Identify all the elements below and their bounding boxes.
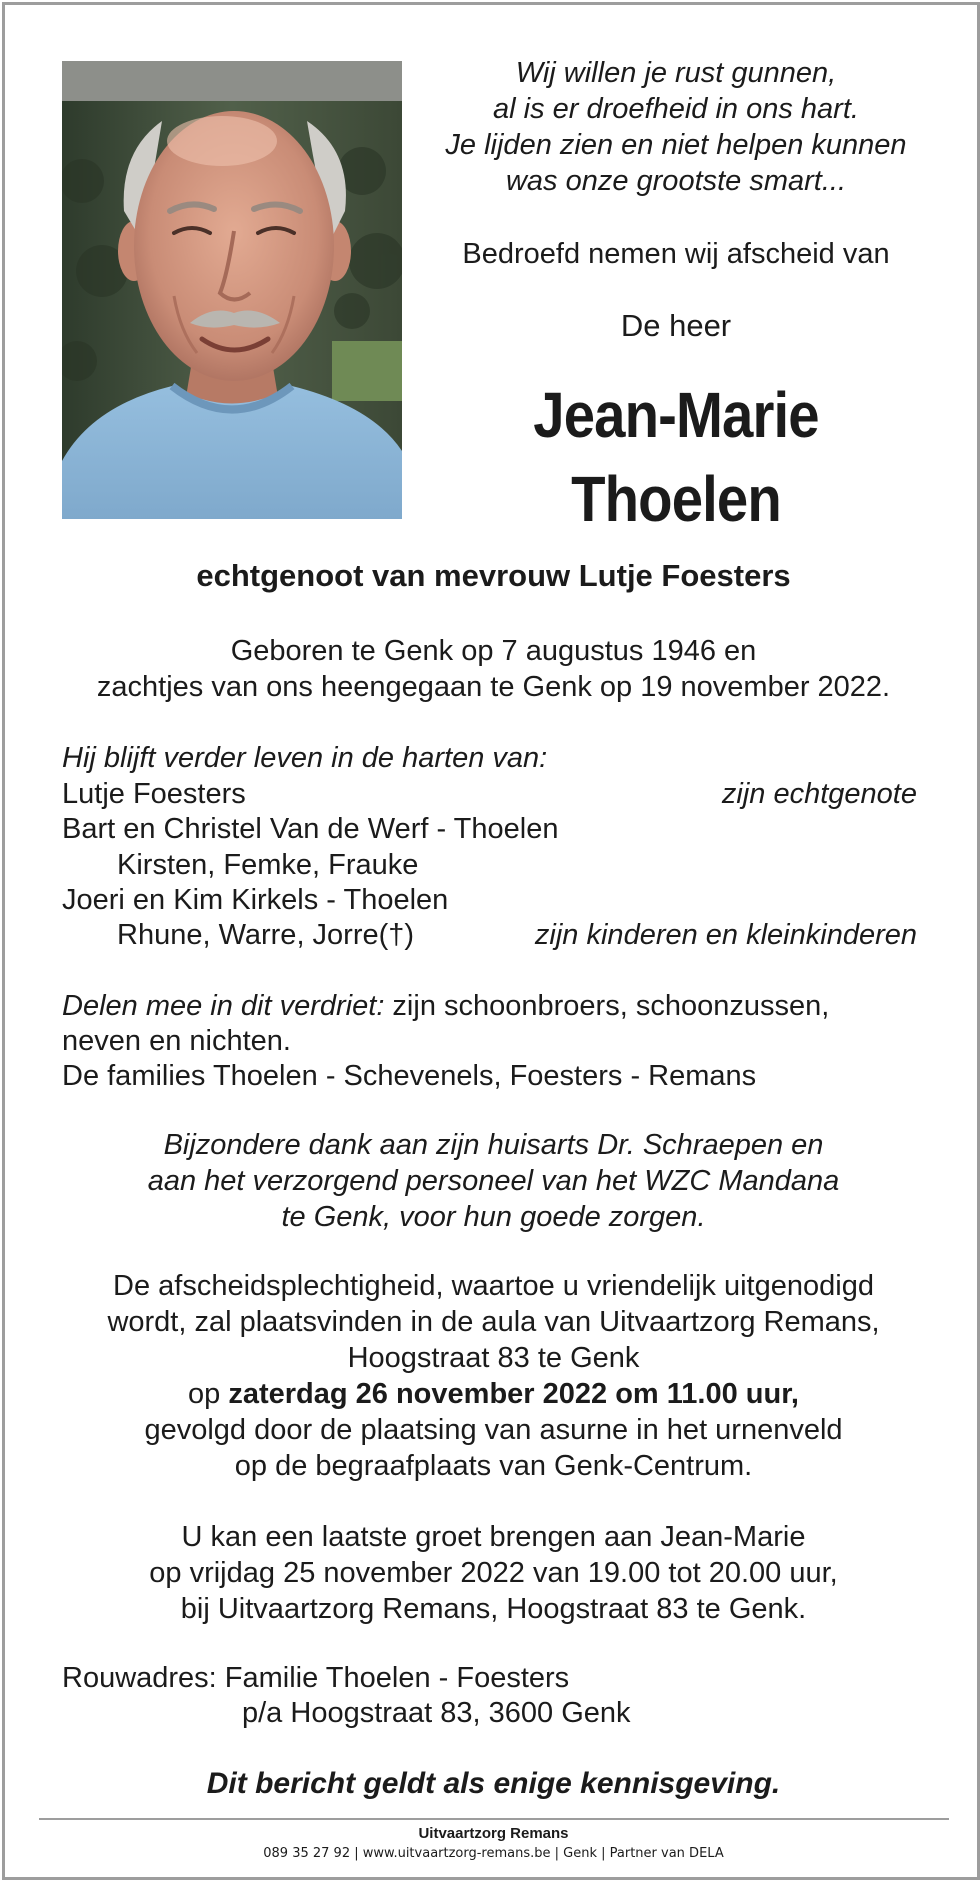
visitation-paragraph <box>5 1519 980 1627</box>
thanks-line: Bijzondere dank aan zijn huisarts Dr. Schraepen en <box>163 1129 824 1161</box>
ceremony-line: op de begraafplaats van Genk-Centrum. <box>234 1450 753 1482</box>
grandchildren-1: Kirsten, Femke, Frauke <box>117 849 419 881</box>
funeral-home-name: Uitvaartzorg Remans <box>418 1825 569 1842</box>
ceremony-date-line <box>5 1376 980 1412</box>
intro-line: Bedroefd nemen wij afscheid van <box>462 238 890 270</box>
honorific: De heer <box>620 308 732 343</box>
ceremony-line: Hoogstraat 83 te Genk <box>347 1342 640 1374</box>
poem-line: al is er droefheid in ons hart. <box>493 93 859 125</box>
funeral-home-details: 089 35 27 92 | www.uitvaartzorg-remans.be | Genk | Partner van DELA <box>263 1846 724 1861</box>
poem-line: was onze grootste smart... <box>505 165 847 197</box>
thanks-line: te Genk, voor hun goede zorgen. <box>281 1201 706 1233</box>
birth-line: Geboren te Genk op 7 augustus 1946 en <box>230 635 757 667</box>
spouse-line: echtgenoot van mevrouw Lutje Foesters <box>196 558 791 593</box>
birth-death-info <box>5 633 980 705</box>
visit-line: op vrijdag 25 november 2022 van 19.00 tot 20.00 uur, <box>149 1557 838 1589</box>
last-name: Thoelen <box>571 463 781 535</box>
poem-line: Wij willen je rust gunnen, <box>515 57 837 89</box>
child-family-1: Bart en Christel Van de Werf - Thoelen <box>62 813 559 845</box>
mourning-address-line-1: Rouwadres: Familie Thoelen - Foesters <box>62 1662 570 1694</box>
death-line: zachtjes van ons heengegaan te Genk op 19 november 2022. <box>96 671 891 703</box>
grandchildren-2: Rhune, Warre, Jorre(†) <box>117 919 415 951</box>
death-notice-card <box>2 2 980 1880</box>
ceremony-line: gevolgd door de plaatsing van asurne in het urnenveld <box>144 1414 843 1446</box>
child-family-2: Joeri en Kim Kirkels - Thoelen <box>62 884 449 916</box>
footer-divider <box>39 1818 949 1820</box>
thanks-line: aan het verzorgend personeel van het WZC Mandana <box>147 1165 840 1197</box>
mourning-address-line-2: p/a Hoogstraat 83, 3600 Genk <box>242 1697 631 1729</box>
poem <box>425 55 927 199</box>
spouse-role: zijn echtgenote <box>721 778 917 810</box>
portrait-photo <box>62 61 402 519</box>
thanks-paragraph <box>5 1127 980 1235</box>
ceremony-date-prefix: op <box>188 1378 229 1410</box>
sharing-label: Delen mee in dit verdriet: <box>62 990 385 1022</box>
visit-line: U kan een laatste groet brengen aan Jean-Marie <box>181 1521 806 1553</box>
ceremony-line: wordt, zal plaatsvinden in de aula van Uitvaartzorg Remans, <box>107 1306 880 1338</box>
visit-line: bij Uitvaartzorg Remans, Hoogstraat 83 te Genk. <box>180 1593 807 1625</box>
first-name: Jean-Marie <box>533 379 819 451</box>
poem-line: Je lijden zien en niet helpen kunnen <box>445 129 907 161</box>
ceremony-paragraph <box>5 1268 980 1484</box>
sharing-line <box>62 988 829 1024</box>
families-line: De families Thoelen - Schevenels, Foesters - Remans <box>62 1060 757 1092</box>
sharing-text-2: neven en nichten. <box>62 1025 291 1057</box>
children-role: zijn kinderen en kleinkinderen <box>534 919 917 951</box>
notice-line: Dit bericht geldt als enige kennisgeving. <box>206 1767 781 1800</box>
family-heading: Hij blijft verder leven in de harten van: <box>62 742 548 774</box>
ceremony-line: De afscheidsplechtigheid, waartoe u vriendelijk uitgenodigd <box>113 1270 874 1302</box>
deceased-name <box>425 373 927 541</box>
spouse-name: Lutje Foesters <box>62 778 246 810</box>
sharing-text: zijn schoonbroers, schoonzussen, <box>384 990 830 1022</box>
ceremony-date: zaterdag 26 november 2022 om 11.00 uur, <box>228 1378 799 1410</box>
